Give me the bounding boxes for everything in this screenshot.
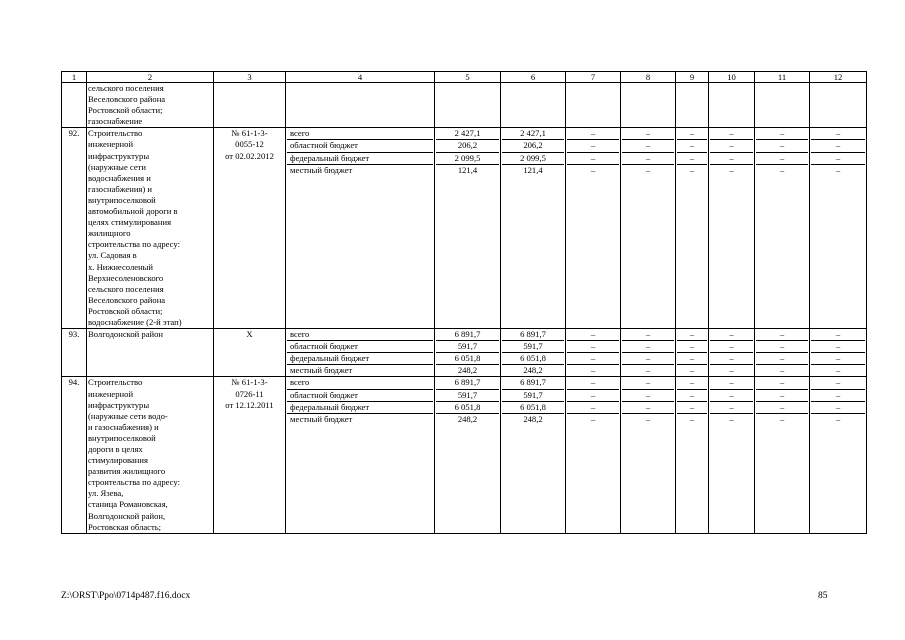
object-name-line: Волгодонской район [88,329,164,340]
budget-table [61,71,867,534]
object-name-line: инженерной [88,388,134,399]
amount-value: 248,2 [457,365,478,376]
year-amount-cell [501,83,566,128]
object-name-line: внутрипоселковой [88,194,156,205]
total-amount-cell [435,377,501,533]
budget-source-label: местный бюджет [290,365,353,376]
dash-value: – [567,153,619,165]
dash-value: – [811,377,865,389]
amount-value: 206,2 [436,140,499,152]
object-name-line: целях стимулирования [88,217,172,228]
empty-year-cell [566,83,621,128]
object-name-line: строительства по адресу: [88,477,180,488]
budget-source-cell [286,83,435,128]
document-line: от 02.02.2012 [225,150,274,161]
amount-value: 248,2 [523,365,543,376]
amount-value: 6 051,8 [502,402,564,414]
dash-value: – [779,413,785,424]
dash-value: – [811,140,865,152]
amount-value: 6 051,8 [436,402,499,414]
empty-year-cell [566,329,621,377]
object-name-line: Ростовской области; [88,305,163,316]
object-name-line: ул. Язева, [88,488,124,499]
dash-value: – [677,140,707,152]
dash-value: – [729,365,734,376]
header-cell: 5 [435,72,501,83]
amount-value: 121,4 [457,164,478,175]
dash-value: – [622,153,674,165]
object-name-line: Веселовского района [88,294,166,305]
document-line: от 12.12.2011 [225,399,274,410]
document-cell [214,329,286,377]
object-name-line: Ростовской области; [88,105,163,116]
dash-value: – [756,140,808,152]
empty-year-cell [621,329,676,377]
amount-value: 6 891,7 [436,329,499,341]
dash-value: – [590,413,596,424]
amount-value: 2 099,5 [502,153,564,165]
dash-value: – [710,402,753,414]
object-name-line: сельского поселения [88,283,164,294]
dash-value: – [729,413,734,424]
budget-source-label: всего [287,128,433,140]
empty-year-cell [709,83,755,128]
budget-source-label: местный бюджет [290,164,353,175]
budget-source-cell [286,329,435,377]
empty-year-cell [709,377,755,533]
budget-source-cell [286,128,435,329]
object-name-line: Верхнесоленовского [88,272,164,283]
object-name-cell [87,377,214,533]
document-cell [214,128,286,329]
dash-value: – [756,153,808,165]
dash-value: – [710,153,753,165]
dash-value: – [756,377,808,389]
object-name-line: Строительство [88,128,143,139]
amount-value: 6 891,7 [436,377,499,389]
dash-value: – [677,153,707,165]
dash-value: – [689,413,695,424]
budget-source-label: областной бюджет [287,140,433,152]
empty-year-cell [810,83,867,128]
total-amount-cell [435,83,501,128]
dash-value: – [756,329,808,341]
amount-value: 206,2 [502,140,564,152]
document-line: № 61-1-3- [231,128,268,139]
amount-value: 2 427,1 [436,128,499,140]
budget-source-cell [286,377,435,533]
dash-value: – [710,353,753,365]
empty-year-cell [810,128,867,329]
dash-value: – [622,377,674,389]
dash-value: – [677,390,707,402]
object-name-line: сельского поселения [88,83,164,93]
header-row [62,72,867,83]
amount-value: 591,7 [436,341,499,353]
document-cell [214,83,286,128]
dash-value: – [567,402,619,414]
budget-source-label: всего [287,377,433,389]
empty-year-cell [676,83,709,128]
dash-value: – [835,413,841,424]
dash-value: – [567,341,619,353]
dash-value: – [710,341,753,353]
empty-year-cell [621,377,676,533]
amount-value: 591,7 [436,390,499,402]
dash-value: – [756,390,808,402]
amount-value: 248,2 [523,413,543,424]
object-name-line: (наружные сети [88,161,147,172]
empty-year-cell [755,83,810,128]
header-cell: 9 [676,72,709,83]
dash-value: – [590,164,596,175]
empty-year-cell [755,128,810,329]
dash-value: – [710,390,753,402]
budget-source-label: областной бюджет [287,390,433,402]
object-name-cell [87,83,214,128]
amount-value: 2 427,1 [502,128,564,140]
header-cell: 3 [214,72,286,83]
year-amount-cell [501,377,566,533]
table-row [62,329,867,377]
year-amount-cell [501,329,566,377]
dash-value: – [645,164,651,175]
object-name-line: Ростовская область; [88,521,162,532]
header-cell: 8 [621,72,676,83]
empty-year-cell [621,83,676,128]
dash-value: – [811,341,865,353]
object-name-line: газоснабжения) и [88,183,152,194]
dash-value: – [677,341,707,353]
dash-value: – [567,390,619,402]
empty-year-cell [755,377,810,533]
object-name-line: строительства по адресу: [88,239,180,250]
object-name-line: Веселовского района [88,94,166,105]
row-number-cell [62,83,87,128]
budget-source-label: федеральный бюджет [287,353,433,365]
amount-value: 6 051,8 [502,353,564,365]
header-cell: 7 [566,72,621,83]
empty-year-cell [676,329,709,377]
object-name-line: Волгодонской район, [88,510,166,521]
dash-value: – [811,153,865,165]
dash-value: – [710,140,753,152]
empty-year-cell [621,128,676,329]
total-amount-cell [435,329,501,377]
object-name-line: Строительство [88,377,143,388]
object-name-line: х. Нижнесоленый [88,261,154,272]
table-row [62,83,867,128]
empty-year-cell [676,128,709,329]
document-line: № 61-1-3- [231,377,268,388]
total-amount-cell [435,128,501,329]
budget-source-label: областной бюджет [287,341,433,353]
object-name-line: стимулирования [88,455,148,466]
table-row [62,377,867,533]
object-name-line: развития жилищного [88,466,166,477]
dash-value: – [811,402,865,414]
dash-value: – [811,353,865,365]
dash-value: – [756,128,808,140]
dash-value: – [677,377,707,389]
object-name-line: автомобильной дороги в [88,206,178,217]
dash-value: – [677,353,707,365]
row-number-cell: 94. [62,377,87,533]
dash-value: – [590,365,596,376]
object-name-line: и газоснабжения) и [88,421,159,432]
amount-value: 248,2 [457,413,478,424]
dash-value: – [756,402,808,414]
document-cell [214,377,286,533]
header-cell: 2 [87,72,214,83]
amount-value: 2 099,5 [436,153,499,165]
empty-year-cell [709,329,755,377]
row-number-cell: 93. [62,329,87,377]
budget-source-label: федеральный бюджет [287,153,433,165]
dash-value: – [567,353,619,365]
document-line: 0055-12 [235,139,264,150]
dash-value: – [645,413,651,424]
header-cell: 4 [286,72,435,83]
dash-value: – [677,329,707,341]
dash-value: – [677,402,707,414]
dash-value: – [622,341,674,353]
dash-value: – [622,390,674,402]
amount-value: 591,7 [502,390,564,402]
object-name-cell [87,329,214,377]
document-line: 0726-11 [235,388,264,399]
object-name-cell [87,128,214,329]
dash-value: – [622,128,674,140]
budget-source-label: местный бюджет [290,413,353,424]
object-name-line: инфраструктуры [88,150,150,161]
amount-value: 6 891,7 [502,329,564,341]
dash-value: – [779,164,785,175]
dash-value: – [622,402,674,414]
empty-year-cell [810,329,867,377]
header-cell: 10 [709,72,755,83]
empty-year-cell [676,377,709,533]
document-line: Х [246,329,253,340]
footer-page-number: 85 [818,591,828,601]
table-row [62,128,867,329]
amount-value: 6 051,8 [436,353,499,365]
dash-value: – [811,329,865,341]
empty-year-cell [755,329,810,377]
year-amount-cell [501,128,566,329]
object-name-line: газоснабжение [88,116,143,127]
row-number-cell: 92. [62,128,87,329]
dash-value: – [779,365,785,376]
dash-value: – [811,128,865,140]
dash-value: – [645,365,651,376]
footer-file-path: Z:\ORST\Ppo\0714p487.f16.docx [61,591,191,601]
object-name-line: внутрипоселковой [88,432,156,443]
dash-value: – [567,377,619,389]
dash-value: – [622,329,674,341]
amount-value: 121,4 [523,164,543,175]
dash-value: – [710,377,753,389]
dash-value: – [710,329,753,341]
amount-value: 591,7 [502,341,564,353]
empty-year-cell [566,377,621,533]
object-name-line: ул. Садовая в [88,250,137,261]
object-name-line: инфраструктуры [88,399,150,410]
dash-value: – [756,341,808,353]
dash-value: – [567,329,619,341]
dash-value: – [689,365,695,376]
header-cell: 6 [501,72,566,83]
object-name-line: водоснабжения и [88,172,151,183]
dash-value: – [622,353,674,365]
object-name-line: жилищного [88,228,131,239]
budget-source-label: всего [287,329,433,341]
dash-value: – [567,140,619,152]
dash-value: – [729,164,734,175]
dash-value: – [835,365,841,376]
empty-year-cell [566,128,621,329]
empty-year-cell [810,377,867,533]
dash-value: – [677,128,707,140]
dash-value: – [756,353,808,365]
dash-value: – [835,164,841,175]
dash-value: – [622,140,674,152]
dash-value: – [811,390,865,402]
object-name-line: водоснабжение (2-й этап) [88,316,182,327]
object-name-line: дороги в целях [88,444,143,454]
header-cell: 11 [755,72,810,83]
amount-value: 6 891,7 [502,377,564,389]
empty-year-cell [709,128,755,329]
object-name-line: (наружные сети водо- [88,410,168,421]
budget-source-label: федеральный бюджет [287,402,433,414]
dash-value: – [710,128,753,140]
dash-value: – [689,164,695,175]
dash-value: – [567,128,619,140]
object-name-line: инженерной [88,139,134,150]
object-name-line: станица Романовская, [88,499,168,510]
header-cell: 12 [810,72,867,83]
header-cell: 1 [62,72,87,83]
